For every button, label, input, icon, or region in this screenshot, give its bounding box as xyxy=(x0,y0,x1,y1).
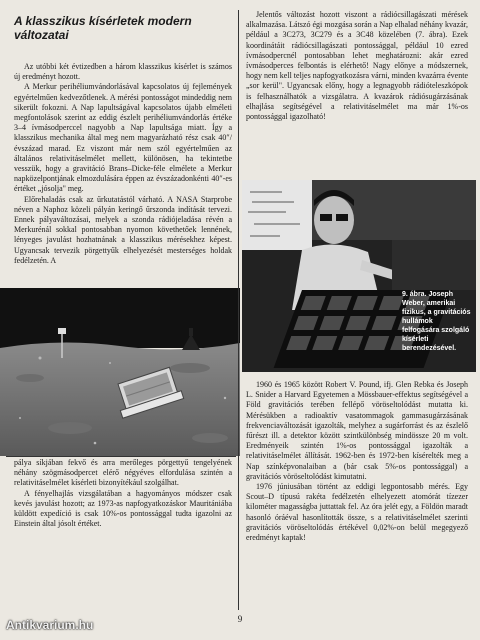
moon-experiment-photo xyxy=(0,288,240,456)
page-number: 9 xyxy=(237,614,243,624)
paragraph: 1976 júniusában történt az eddigi legpontosabb mérés. Egy Scout–D típusú rakéta fedélzetén elhelyezett atomórát tízezer kilométer magasságba juttattak fel. Az óra jelét egy, a Földön maradt hasonló óráéval hasonlították össze, s a relativitáselmélet szerinti gravitációs vöröseltolódás értékével 0,02%-on belül megegyező eredményt kaptak! xyxy=(246,482,468,543)
section-heading: A klasszikus kísérletek modern változatai xyxy=(14,14,192,42)
watermark: Antikvarium.hu xyxy=(6,618,94,632)
right-top-column-text xyxy=(246,10,468,122)
column-rule xyxy=(238,10,239,610)
left-bottom-column-text xyxy=(14,458,232,529)
paragraph: 1960 és 1965 között Robert V. Pound, ifj. Glen Rebka és Joseph L. Snider a Harvard Egyetemen a Mössbauer-effektus segítségével a Föld gravitációs terében fellépő vöröseltolódást mutatta ki. Mérésükben a radioaktív vasatommagok gammasugárzásának frekvenciaváltozását igazolták, melyhez a sugárforrást és az észlelő fűrészt ill. a detektor között szintkülönbség mindössze 20 m volt. Eredményeik szintén 1%-os pontossággal igazolták a relativitáselmélet állítását. 1962-ben és 1972-ben kísérelték meg a Nap színképvonalaiban a (bár csak 5%-os pontossággal) a gravitációs vöröseltolódást kimutatni. xyxy=(246,380,468,481)
paragraph: Az utóbbi két évtizedben a három klasszikus kísérlet is számos új eredményt hozott. xyxy=(14,62,232,82)
paragraph: pálya síkjában fekvő és arra merőleges pörgettyű tengelyének néhány szögmásodpercet elérő négyéves elfordulása szintén a relativitáselmélet kísérleti bizonyítékául szolgálhat. xyxy=(14,458,232,488)
photo-caption: 9. ábra. Joseph Weber, amerikai fizikus, a gravitációs hullámok felfogására szolgáló kísérleti berendezésével. xyxy=(402,291,471,352)
paragraph: A Merkur perihéliumvándorlásával kapcsolatos új fejlemények egyértelműen kedvezőtlenek. A mérési pontosságot mindeddig nem sikerült fokozni. A Nap lapultságával kapcsolatos újabb elméleti megfontolások szerint az eddig észlelt perihéliumvándorlás értéke 3–4 ívmásodperccel nagyobb a Nap lapultsága miatt. Így a klasszikus mechanika által meg nem magyarázható rész csak 40″/évszázad marad. Ez viszont már nem szól egyértelműen az általános relativitáselmélet mellett, különösen, ha tekintetbe vesszük, hogy a gravitáció Brans–Dicke-féle elmélete a Merkur napközelpontjának elmozdulására éppen az évszázadonkénti 40″-es értéket „jósolja" meg. xyxy=(14,82,232,194)
left-column-text xyxy=(14,62,232,266)
photo-divider xyxy=(6,456,236,457)
right-bottom-column-text xyxy=(246,380,468,543)
paragraph: Előrehaladás csak az űrkutatástól várható. A NASA Starprobe néven a Naphoz közeli pályán keringő űrszonda indítását tervezi. Ennek pályaváltozásai, melyek a szonda rádiójeladása révén a Merkurénál sokkal pontosabban nyomon követhetőek lennének, lényeges javulást hozhatnának a klasszikus mérésekhez képest. Ugyancsak tervezik pörgettyűk elhelyezését mesterséges holdak fedélzetén. A xyxy=(14,194,232,265)
paragraph: A fényelhajlás vizsgálatában a hagyományos módszer csak kevés javulást hozott; az 1973-as napfogyatkozáskor Mauritániába küldött expedíció is csak 10%-os pontossággal tudta igazolni az Einstein által jósolt értéket. xyxy=(14,488,232,529)
paragraph: Jelentős változást hozott viszont a rádiócsillagászati mérések alkalmazása. Látszó égi mozgása során a Nap elhalad néhány kvazár, például a 3C273, 3C279 és a 3C48 közelében (7. ábra). Ezek koordinátáit rádiócsillagászati pontossággal, például 10 ezred ívmásodpercnél pontosabban lehet meghatározni: akár ezred ívmásodperces felbontás is elérhető! Nagy előnye a módszernek, hogy nem kell teljes napfogyatkozásra várni, minden kvazárra évente „sor kerül". Ugyancsak előny, hogy a legnagyobb rádióteleszkópok is felhasználhatók a vizsgálatra. A kvazárok rádiósugárzásának elhajlása segítségével a relativitáselmélet ma már 1%-os pontossággal igazolható! xyxy=(246,10,468,122)
